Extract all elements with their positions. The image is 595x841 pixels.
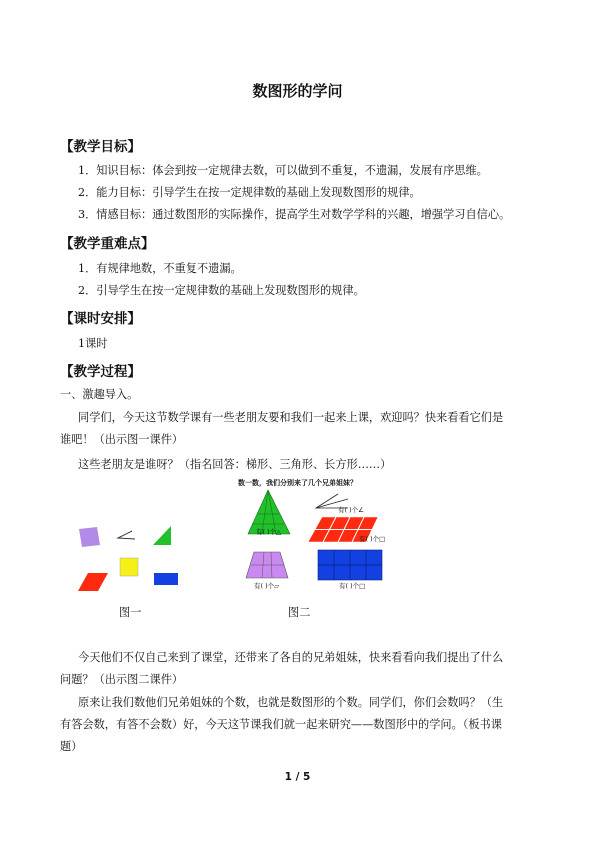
page-number: 1 / 5 [284,771,311,783]
goal-item-1: 1．知识目标：体会到按一定规律去数，可以做到不重复，不遗漏，发展有序思维。 [78,164,488,177]
goal-item-3: 3．情感目标：通过数图形的实际操作，提高学生对数学学科的兴趣，增强学习自信心。 [78,208,511,221]
angle-count-label: 有( )个∠ [338,506,364,514]
process-subheading-1: 一、激趣导入。 [60,388,139,401]
paragraph-3-line-1: 今天他们不仅自己来到了课堂，还带来了各自的兄弟姐妹，快来看看向我们提出了什么 [78,651,504,664]
paragraph-2: 这些老朋友是谁呀？（指名回答：梯形、三角形、长方形……） [78,458,392,471]
blue-rectangle [154,573,178,585]
figure-1-caption: 图一 [119,606,142,619]
paragraph-4-line-3: 题） [60,740,83,753]
section-heading-goals: 【教学目标】 [60,139,141,155]
section-heading-schedule: 【课时安排】 [60,311,141,327]
blue-grid-rectangle [318,550,382,580]
figure-1-shapes [75,525,195,605]
schedule-text: 1课时 [78,337,108,350]
paragraph-3-line-2: 问题？（出示图二课件） [60,673,184,686]
figure-2-caption: 图二 [288,606,311,619]
page-title: 数图形的学问 [252,82,343,100]
paragraph-4-line-2: 有答会数，有答不会数）好，今天这节课我们就一起来研究——数图形中的学问。（板书课 [60,718,502,731]
subdivided-trapezoid [246,552,288,578]
paragraph-1-line-1: 同学们，今天这节数学课有一些老朋友要和我们一起来上课，欢迎吗？快来看看它们是 [78,411,504,424]
rectangle-count-label: 有( )个□ [339,582,366,590]
key-point-1: 1．有规律地数，不重复不遗漏。 [78,262,242,275]
figure-2-title: 数一数，我们分别来了几个兄弟姐妹？ [238,479,357,487]
goal-item-2: 2．能力目标：引导学生在按一定规律数的基础上发现数图形的规律。 [78,186,421,199]
triangle-count-label: 有( )个△ [256,528,282,536]
paragraph-1-line-2: 谁吧！（出示图一课件） [60,433,184,446]
trapezoid-count-label: 有( )个▱ [254,582,280,590]
green-triangle [153,526,171,545]
angle-shape [118,531,135,539]
purple-quadrilateral [79,527,100,547]
parallelogram-count-label: 有( )个□ [359,535,386,543]
paragraph-4-line-1: 原来让我们数他们兄弟姐妹的个数，也就是数图形的个数。同学们，你们会数吗？（生 [78,696,504,709]
section-heading-key-points: 【教学重难点】 [60,236,155,252]
key-point-2: 2．引导学生在按一定规律数的基础上发现数图形的规律。 [78,284,365,297]
section-heading-process: 【教学过程】 [60,364,141,380]
yellow-square [120,558,138,576]
red-parallelogram [78,573,108,591]
